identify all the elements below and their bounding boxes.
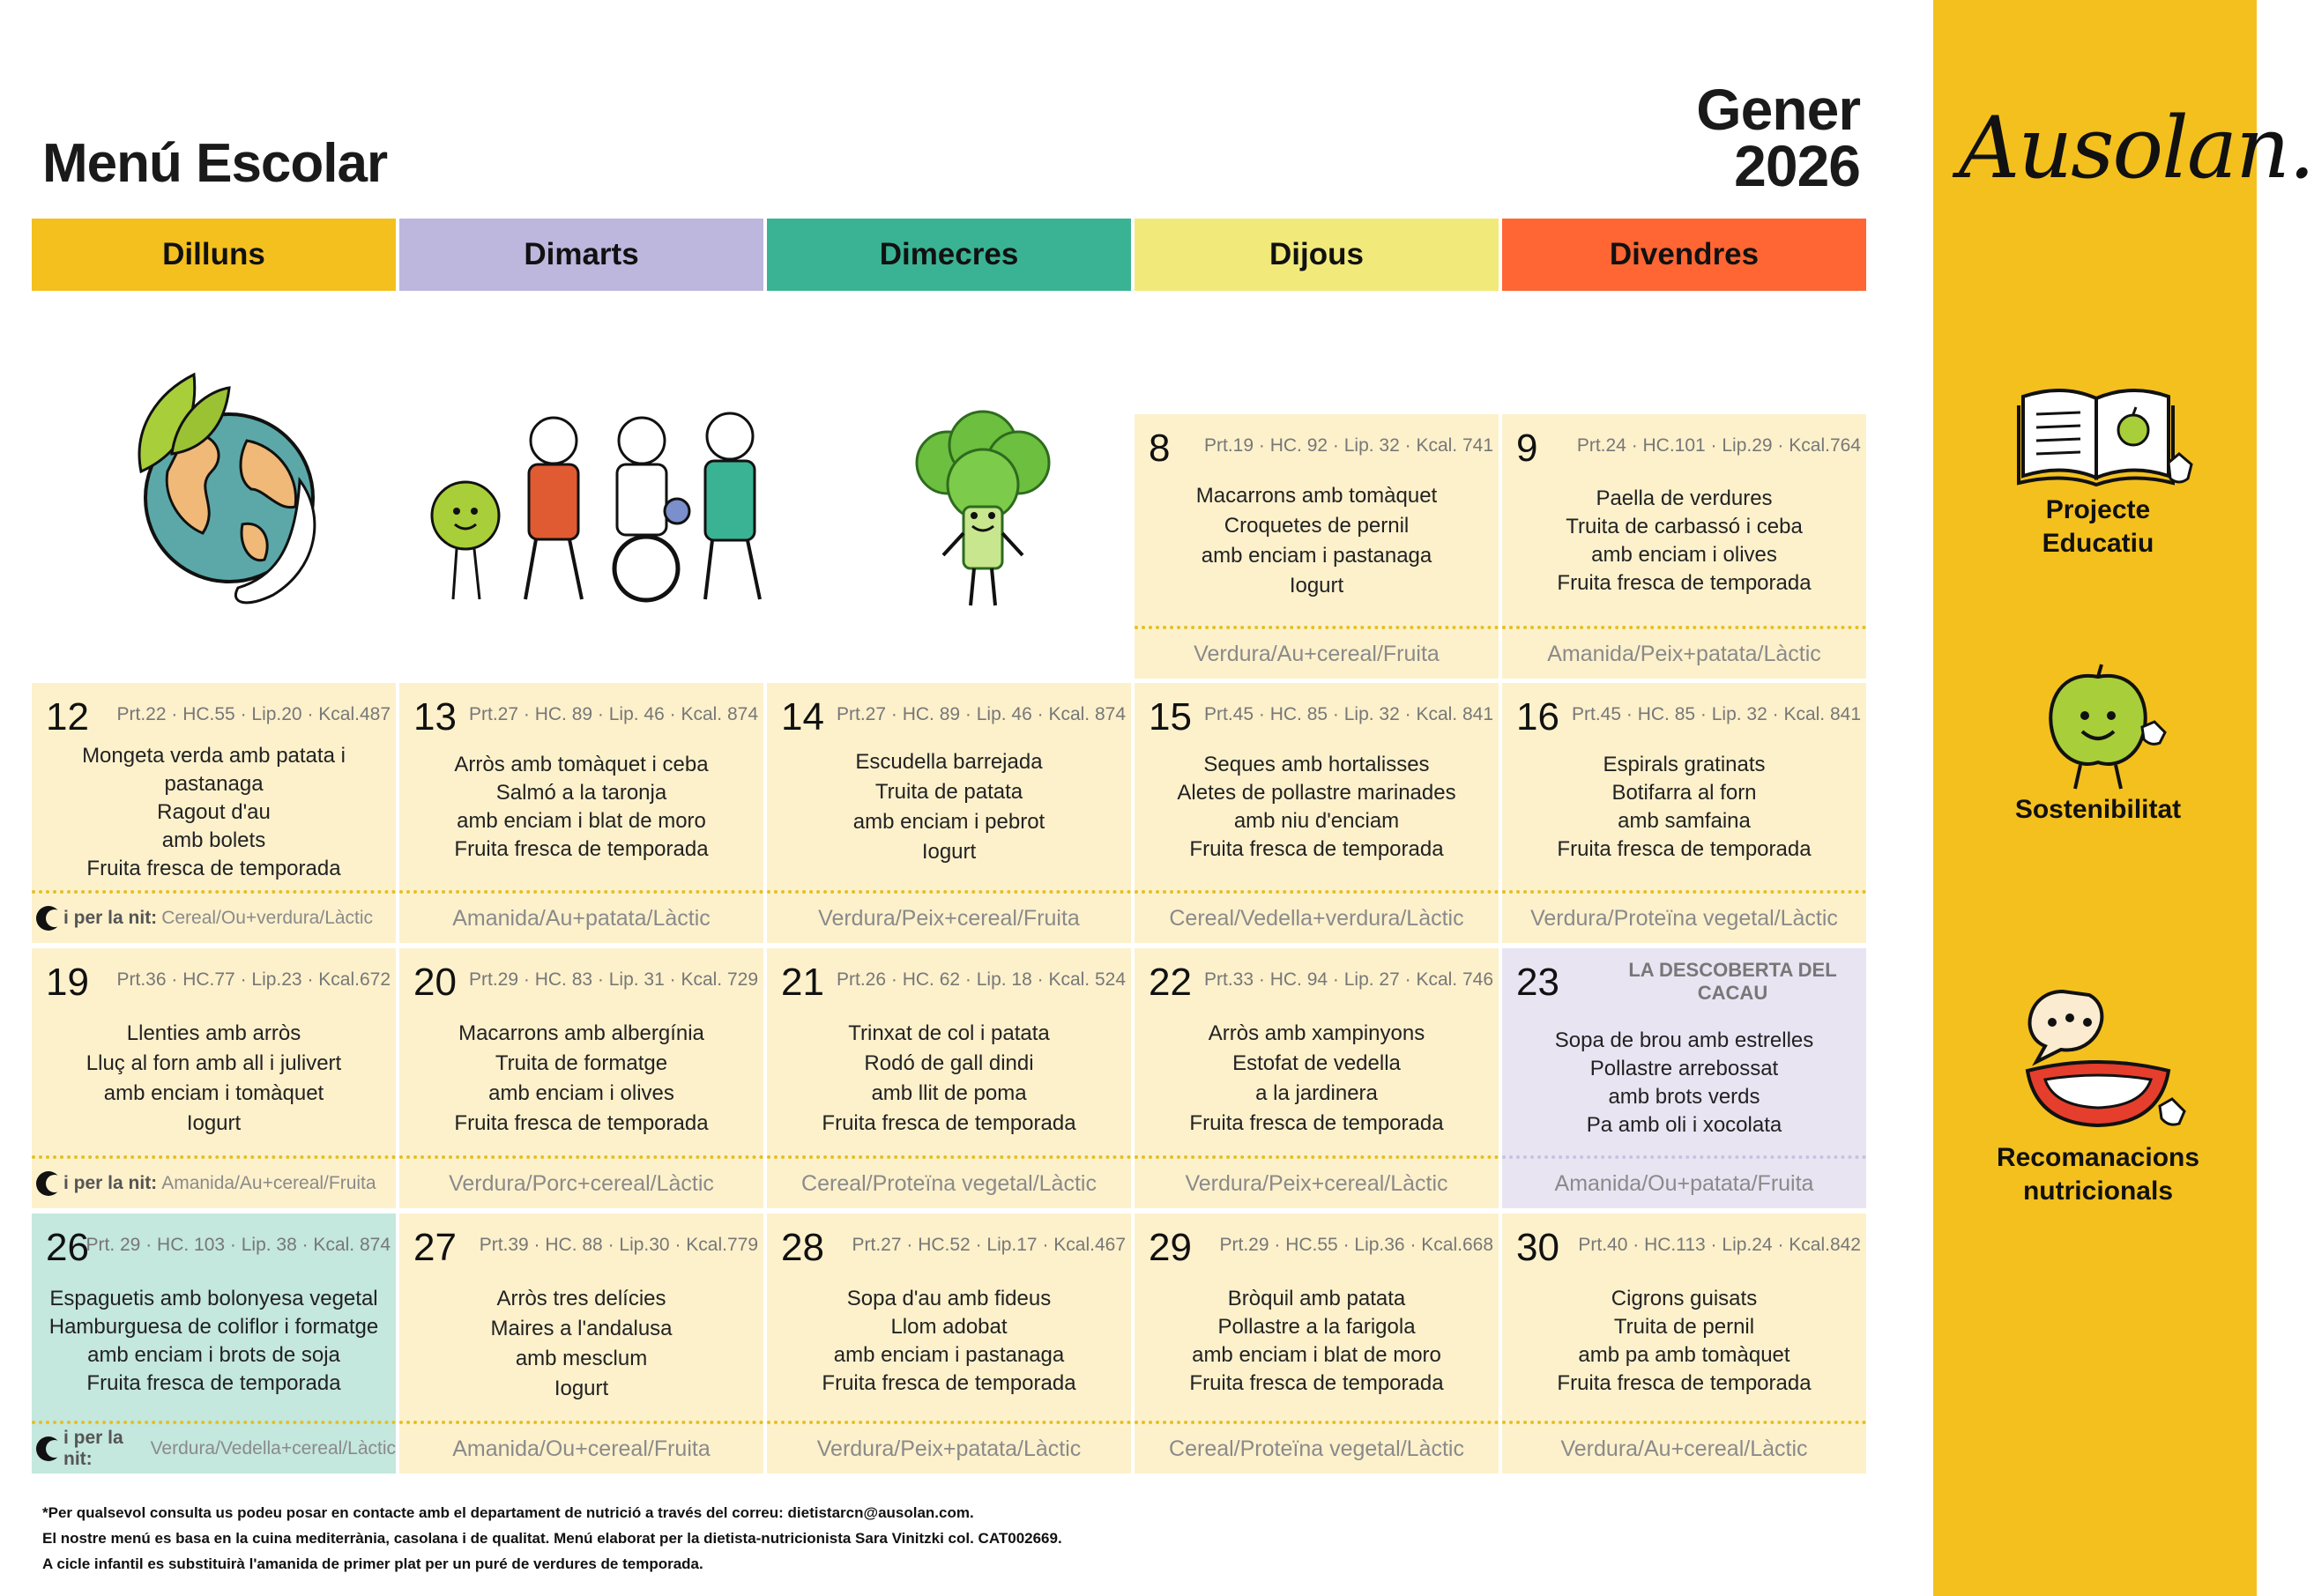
menu-day-cell — [32, 683, 396, 943]
dish: Fruita fresca de temporada — [822, 1370, 1076, 1395]
dish: amb enciam i tomàquet — [103, 1080, 324, 1105]
nutrition-info: Prt.29 · HC.55 · Lip.36 · Kcal.668 — [1219, 1235, 1493, 1255]
dinner-suggestion: Verdura/Porc+cereal/Làctic — [449, 1170, 714, 1196]
dish: Pa amb oli i xocolata — [1586, 1112, 1782, 1137]
dish: Llom adobat — [890, 1314, 1008, 1339]
dinner-suggestion: Cereal/Vedella+verdura/Làctic — [1169, 905, 1464, 931]
dish: Sopa de brou amb estrelles — [1554, 1028, 1814, 1052]
sidebar-label-1: Sostenibilitat — [2014, 795, 2182, 824]
day-number: 30 — [1516, 1226, 1559, 1269]
special-theme-title: LA DESCOBERTA DEL CACAU — [1628, 959, 1837, 1004]
dinner-suggestion — [32, 1424, 396, 1474]
dish: amb enciam i pastanaga — [833, 1342, 1065, 1367]
dish: amb enciam i brots de soja — [87, 1342, 340, 1367]
dinner-suggestion: Cereal/Proteïna vegetal/Làctic — [801, 1170, 1097, 1196]
dish-list — [42, 1268, 385, 1414]
moon-icon — [36, 1171, 61, 1196]
dish-list — [778, 1268, 1120, 1414]
dish: Bròquil amb patata — [1227, 1286, 1406, 1310]
dish: Paella de verdures — [1596, 486, 1773, 510]
dish: Pollastre a la farigola — [1217, 1314, 1416, 1339]
day-number: 23 — [1516, 961, 1559, 1004]
menu-day-cell — [1135, 1214, 1499, 1474]
dish-list — [1513, 738, 1856, 877]
dish-list — [778, 1003, 1120, 1154]
nutrition-info: Prt.26 · HC. 62 · Lip. 18 · Kcal. 524 — [837, 969, 1126, 990]
dish-list — [410, 1268, 753, 1419]
dish: amb bolets — [161, 828, 266, 852]
dish: Seques amb hortalisses — [1203, 753, 1430, 776]
dish: Maires a l'andalusa — [490, 1316, 673, 1340]
sidebar-item-projecte-educatiu[interactable] — [1939, 379, 2257, 560]
moon-icon — [36, 906, 61, 931]
dish: Llenties amb arròs — [126, 1021, 301, 1045]
sidebar-label-2: Educatiu — [2042, 529, 2154, 558]
menu-day-cell-special — [1502, 948, 1866, 1208]
dish-list — [778, 738, 1120, 877]
dish: Aletes de pollastre marinades — [1177, 781, 1456, 805]
sidebar-label-2: nutricionals — [2022, 1177, 2174, 1206]
dinner-suggestion: Verdura/Peix+cereal/Làctic — [1185, 1170, 1448, 1196]
dinner-suggestion: Amanida/Ou+cereal/Fruita — [452, 1436, 711, 1461]
menu-day-cell — [767, 1214, 1131, 1474]
menu-day-cell — [767, 683, 1131, 943]
menu-day-cell — [1502, 1214, 1866, 1474]
night-suggestion-text: Verdura/Vedella+cereal/Làctic — [150, 1438, 396, 1459]
day-number: 22 — [1149, 961, 1192, 1004]
dinner-suggestion: Cereal/Proteïna vegetal/Làctic — [1169, 1436, 1464, 1461]
dish: Espirals gratinats — [1603, 753, 1766, 776]
day-number: 12 — [46, 695, 89, 739]
dish-list — [42, 1003, 385, 1154]
dish: amb niu d'enciam — [1233, 809, 1400, 833]
day-number: 15 — [1149, 695, 1192, 739]
night-suggestion-text: Cereal/Ou+verdura/Làctic — [161, 908, 374, 928]
dinner-suggestion — [32, 1159, 396, 1208]
footer-note: A cicle infantil es substituirà l'amanida de primer plat per un puré de verdures de temporada. — [42, 1555, 703, 1572]
day-number: 9 — [1516, 427, 1538, 470]
dish: Fruita fresca de temporada — [1557, 1370, 1812, 1395]
dish: amb enciam i olives — [1591, 542, 1777, 567]
dish-list — [410, 738, 753, 877]
weekday-header-row — [32, 219, 1869, 291]
day-number: 21 — [781, 961, 824, 1004]
dish: Fruita fresca de temporada — [1189, 1110, 1444, 1135]
dish: Fruita fresca de temporada — [454, 837, 709, 861]
menu-day-cell — [1502, 683, 1866, 943]
dish-list — [1145, 738, 1488, 877]
dish: Espaguetis amb bolonyesa vegetal — [49, 1286, 378, 1310]
dish: amb enciam i pebrot — [852, 810, 1045, 834]
day-number: 14 — [781, 695, 824, 739]
dinner-suggestion: Amanida/Au+patata/Làctic — [452, 905, 711, 931]
nutrition-info: Prt.27 · HC.52 · Lip.17 · Kcal.467 — [852, 1235, 1126, 1255]
dinner-suggestion: Verdura/Peix+cereal/Fruita — [818, 905, 1080, 931]
dish: Macarrons amb tomàquet — [1195, 483, 1438, 508]
dish: Iogurt — [554, 1376, 609, 1400]
dish: amb brots verds — [1608, 1084, 1760, 1109]
dish: Arròs amb tomàquet i ceba — [454, 753, 709, 776]
dish: Fruita fresca de temporada — [1189, 1370, 1444, 1395]
dinner-suggestion: Verdura/Au+cereal/Làctic — [1560, 1436, 1808, 1461]
menu-day-cell — [32, 948, 396, 1208]
dish: Fruita fresca de temporada — [1189, 837, 1444, 861]
dish: Fruita fresca de temporada — [822, 1110, 1076, 1135]
dish: Estofat de vedella — [1232, 1050, 1401, 1075]
dish: Hamburguesa de coliflor i formatge — [48, 1314, 379, 1339]
dish: amb llit de poma — [871, 1080, 1027, 1105]
dish: Salmó a la taronja — [495, 781, 667, 805]
dish: Lluç al forn amb all i julivert — [86, 1050, 342, 1075]
nutrition-info: Prt.22 · HC.55 · Lip.20 · Kcal.487 — [116, 704, 391, 724]
dish: Trinxat de col i patata — [848, 1021, 1050, 1045]
dinner-suggestion: Verdura/Peix+patata/Làctic — [816, 1436, 1082, 1461]
menu-day-cell — [1502, 414, 1866, 679]
diverse-kids-illustration — [421, 401, 818, 608]
dinner-suggestion: Verdura/Proteïna vegetal/Làctic — [1530, 905, 1838, 931]
menu-day-cell — [1135, 414, 1499, 679]
month-label: Gener — [1696, 77, 1860, 142]
menu-day-cell — [399, 948, 763, 1208]
dish: amb enciam i blat de moro — [457, 809, 706, 833]
dish-list — [1145, 469, 1488, 612]
weekday-header: Dimarts — [399, 219, 763, 291]
menu-day-cell — [399, 683, 763, 943]
night-label: i per la nit: — [63, 1428, 123, 1469]
weekday-header: Dijous — [1135, 219, 1499, 291]
dinner-suggestion — [32, 894, 396, 943]
nutrition-info: Prt.27 · HC. 89 · Lip. 46 · Kcal. 874 — [469, 704, 758, 724]
dish: pastanaga — [164, 771, 264, 796]
footer-notes — [42, 1500, 1062, 1577]
broccoli-character-illustration — [895, 410, 1071, 612]
sidebar-item-recomanacions[interactable] — [1939, 983, 2257, 1208]
night-label: i per la nit: — [63, 908, 158, 928]
dish: Fruita fresca de temporada — [1557, 837, 1812, 861]
sidebar-label-1: Recomanacions — [1996, 1143, 2200, 1172]
day-number: 13 — [413, 695, 457, 739]
dish: Iogurt — [186, 1110, 242, 1135]
weekday-header: Dimecres — [767, 219, 1131, 291]
ausolan-logo: Ausolan. — [1959, 99, 2314, 197]
dish: amb enciam i blat de moro — [1192, 1342, 1441, 1367]
menu-day-cell — [399, 1214, 763, 1474]
page-title: Menú Escolar — [42, 133, 388, 194]
day-number: 27 — [413, 1226, 457, 1269]
dish: Iogurt — [1289, 573, 1344, 598]
dish: Iogurt — [921, 840, 977, 864]
dish-list — [1145, 1003, 1488, 1154]
moon-icon — [36, 1436, 61, 1461]
day-number: 29 — [1149, 1226, 1192, 1269]
weekday-header: Divendres — [1502, 219, 1866, 291]
dish-list — [42, 736, 385, 888]
dish: Botifarra al forn — [1611, 781, 1757, 805]
nutrition-info: Prt. 29 · HC. 103 · Lip. 38 · Kcal. 874 — [86, 1235, 391, 1255]
speech-mouth-icon — [1992, 983, 2204, 1141]
dish: amb enciam i olives — [488, 1080, 674, 1105]
nutrition-info: Prt.33 · HC. 94 · Lip. 27 · Kcal. 746 — [1204, 969, 1493, 990]
nutrition-info: Prt.45 · HC. 85 · Lip. 32 · Kcal. 841 — [1572, 704, 1861, 724]
dish: Truita de pernil — [1613, 1314, 1755, 1339]
nutrition-info: Prt.45 · HC. 85 · Lip. 32 · Kcal. 841 — [1204, 704, 1493, 724]
menu-day-cell — [767, 948, 1131, 1208]
weekday-header: Dilluns — [32, 219, 396, 291]
dish: Sopa d'au amb fideus — [846, 1286, 1052, 1310]
dish: Fruita fresca de temporada — [454, 1110, 709, 1135]
sidebar-label-1: Projecte — [2045, 495, 2151, 524]
nutrition-info: Prt.40 · HC.113 · Lip.24 · Kcal.842 — [1578, 1235, 1861, 1255]
dish: a la jardinera — [1255, 1080, 1378, 1105]
dish: Croquetes de pernil — [1224, 513, 1410, 538]
nutrition-info: Prt.29 · HC. 83 · Lip. 31 · Kcal. 729 — [469, 969, 758, 990]
sidebar-item-sostenibilitat[interactable] — [1939, 661, 2257, 827]
dinner-suggestion: Amanida/Ou+patata/Fruita — [1554, 1170, 1814, 1196]
dish: Escudella barrejada — [855, 750, 1043, 774]
menu-day-cell — [1135, 683, 1499, 943]
dish: amb mesclum — [515, 1346, 648, 1370]
nutrition-info: Prt.39 · HC. 88 · Lip.30 · Kcal.779 — [479, 1235, 758, 1255]
dish: Cigrons guisats — [1611, 1286, 1758, 1310]
night-label: i per la nit: — [63, 1173, 158, 1193]
dish: Fruita fresca de temporada — [86, 856, 341, 880]
dish-list — [1513, 1017, 1856, 1148]
apple-character-icon — [2010, 661, 2186, 793]
dish: Fruita fresca de temporada — [1557, 570, 1812, 595]
nutrition-info: Prt.36 · HC.77 · Lip.23 · Kcal.672 — [116, 969, 391, 990]
day-number: 8 — [1149, 427, 1171, 470]
dish: Ragout d'au — [157, 799, 271, 824]
dish: amb pa amb tomàquet — [1578, 1342, 1790, 1367]
earth-in-hands-illustration — [97, 357, 361, 621]
footer-note: *Per qualsevol consulta us podeu posar en contacte amb el departament de nutrició a través del correu: dietistarcn@ausolan.com. — [42, 1504, 974, 1521]
dish: Mongeta verda amb patata i — [82, 743, 346, 768]
dish: Fruita fresca de temporada — [86, 1370, 341, 1395]
dinner-suggestion: Amanida/Peix+patata/Làctic — [1547, 641, 1821, 666]
day-number: 16 — [1516, 695, 1559, 739]
day-number: 26 — [46, 1226, 89, 1269]
dish: amb enciam i pastanaga — [1201, 543, 1432, 568]
dish-list — [410, 1003, 753, 1154]
dish-list — [1145, 1268, 1488, 1414]
dish: Rodó de gall dindi — [864, 1050, 1034, 1075]
month-year — [1696, 77, 1860, 198]
dish: amb samfaina — [1618, 809, 1751, 833]
day-number: 28 — [781, 1226, 824, 1269]
book-icon — [1992, 379, 2204, 494]
dish-list — [1513, 469, 1856, 612]
dish: Truita de patata — [874, 780, 1023, 804]
dinner-suggestion: Verdura/Au+cereal/Fruita — [1194, 641, 1440, 666]
menu-day-cell — [32, 1214, 396, 1474]
dish: Truita de formatge — [495, 1050, 668, 1075]
dish: Pollastre arrebossat — [1589, 1056, 1779, 1080]
dish: Truita de carbassó i ceba — [1566, 514, 1803, 538]
dish: Macarrons amb albergínia — [458, 1021, 704, 1045]
day-number: 19 — [46, 961, 89, 1004]
dish-list — [1513, 1268, 1856, 1414]
night-suggestion-text: Amanida/Au+cereal/Fruita — [161, 1173, 376, 1193]
footer-note: El nostre menú es basa en la cuina mediterrània, casolana i de qualitat. Menú elaborat per la dietista-nutricionista Sara Vinitzki col. CAT002669. — [42, 1530, 1062, 1547]
day-number: 20 — [413, 961, 457, 1004]
menu-day-cell — [1135, 948, 1499, 1208]
year-label: 2026 — [1734, 133, 1860, 198]
dish: Arròs amb xampinyons — [1208, 1021, 1425, 1045]
dish: Arròs tres delícies — [496, 1286, 666, 1310]
nutrition-info: Prt.27 · HC. 89 · Lip. 46 · Kcal. 874 — [837, 704, 1126, 724]
nutrition-info: Prt.24 · HC.101 · Lip.29 · Kcal.764 — [1576, 435, 1861, 456]
nutrition-info: Prt.19 · HC. 92 · Lip. 32 · Kcal. 741 — [1204, 435, 1493, 456]
